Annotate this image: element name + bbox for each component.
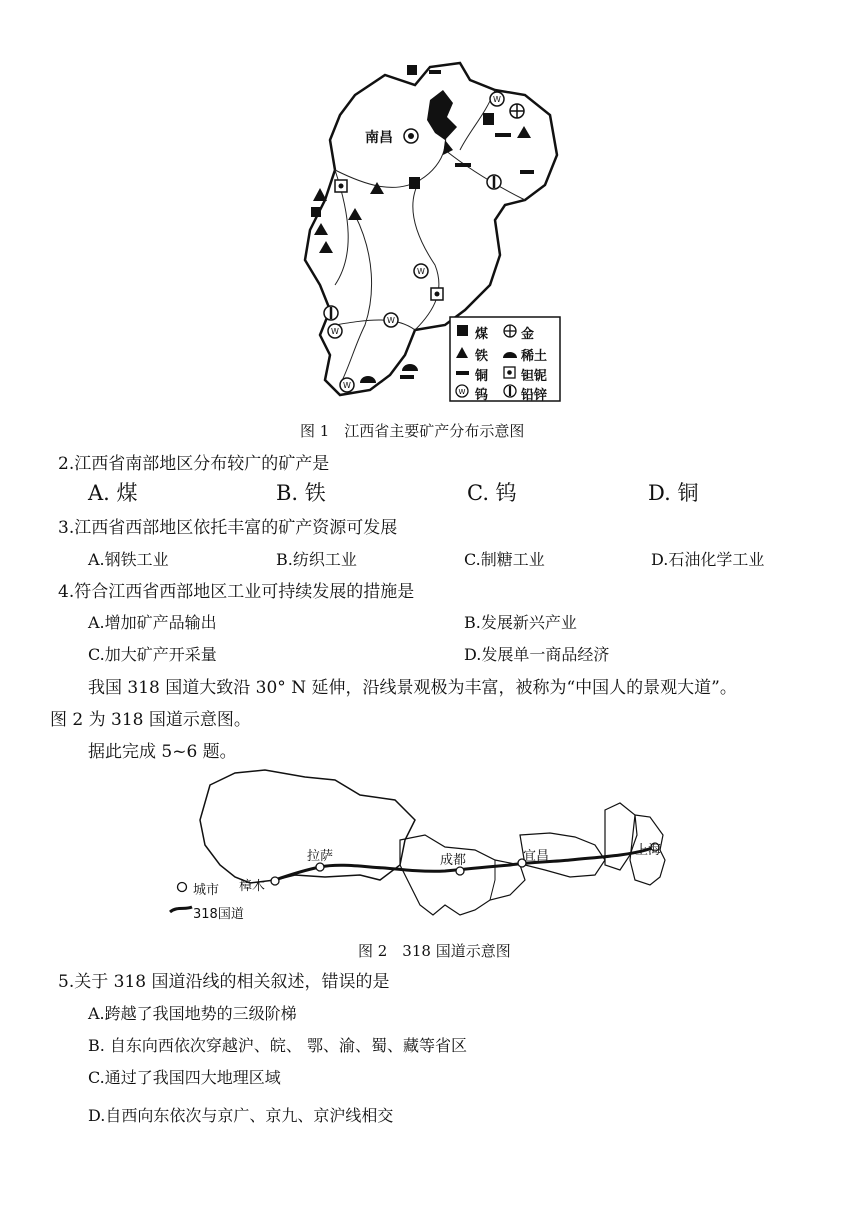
svg-text:W: W	[343, 381, 351, 390]
intro-line-1: 我国 318 国道大致沿 30° N 延伸，沿线景观极为丰富，被称为“中国人的景观大道”。	[88, 678, 737, 698]
figure2	[165, 765, 675, 925]
q5-option-b: B. 自东向西依次穿越沪、皖、 鄂、渝、蜀、藏等省区	[88, 1036, 468, 1055]
q3-stem: 3.江西省西部地区依托丰富的矿产资源可发展	[58, 518, 398, 538]
q3-option-c: C.制糖工业	[464, 550, 545, 569]
intro-line-3: 据此完成 5~6 题。	[88, 742, 237, 762]
intro-line-2: 图 2 为 318 国道示意图。	[50, 710, 251, 730]
city-chengdu: 成都	[440, 853, 467, 868]
q3-option-d: D.石油化学工业	[651, 550, 765, 569]
legend-tungsten: 钨	[475, 388, 489, 403]
q2-option-d: D. 铜	[648, 481, 699, 505]
legend-iron: 铁	[475, 349, 489, 364]
figure1	[295, 55, 565, 405]
q2-option-b: B. 铁	[276, 481, 326, 505]
figure1-caption: 图 1 江西省主要矿产分布示意图	[300, 422, 525, 440]
q2-option-a: A. 煤	[88, 481, 138, 505]
legend-lead-zinc: 铅锌	[521, 388, 548, 403]
q5-option-c: C.通过了我国四大地理区域	[88, 1068, 281, 1087]
city-lhasa: 拉萨	[307, 849, 334, 864]
q3-option-a: A.钢铁工业	[88, 550, 169, 569]
q5-option-d: D.自西向东依次与京广、京九、京沪线相交	[88, 1106, 394, 1125]
svg-text:W: W	[458, 388, 466, 396]
legend-coal: 煤	[475, 327, 489, 342]
q5-option-a: A.跨越了我国地势的三级阶梯	[88, 1004, 297, 1023]
city-zhangmu: 樟木	[239, 879, 266, 894]
legend-rare-earth: 稀土	[521, 349, 548, 364]
q4-option-d: D.发展单一商品经济	[464, 645, 610, 664]
svg-text:W: W	[331, 327, 339, 336]
nanchang-label: 南昌	[365, 130, 393, 146]
city-yichang: 宜昌	[523, 849, 550, 864]
q4-stem: 4.符合江西省西部地区工业可持续发展的措施是	[58, 582, 415, 602]
figure2-caption: 图 2 318 国道示意图	[358, 942, 511, 960]
q2-option-c: C. 钨	[467, 481, 517, 505]
q3-option-b: B.纺织工业	[276, 550, 357, 569]
road-318-map	[165, 765, 675, 925]
legend-gold: 金	[521, 327, 535, 342]
svg-text:W: W	[387, 316, 395, 325]
legend-copper: 铜	[475, 369, 489, 384]
city-shanghai: 上海	[635, 843, 662, 858]
q5-stem: 5.关于 318 国道沿线的相关叙述，错误的是	[58, 972, 390, 992]
q4-option-b: B.发展新兴产业	[464, 613, 577, 632]
legend-road: 318国道	[193, 907, 244, 922]
q4-option-a: A.增加矿产品输出	[88, 613, 217, 632]
legend-city: 城市	[193, 883, 220, 898]
svg-text:W: W	[417, 267, 425, 276]
q2-stem: 2.江西省南部地区分布较广的矿产是	[58, 454, 330, 474]
svg-text:W: W	[493, 95, 501, 104]
legend-tantalum-niobium: 钽铌	[521, 369, 548, 384]
q4-option-c: C.加大矿产开采量	[88, 645, 217, 664]
